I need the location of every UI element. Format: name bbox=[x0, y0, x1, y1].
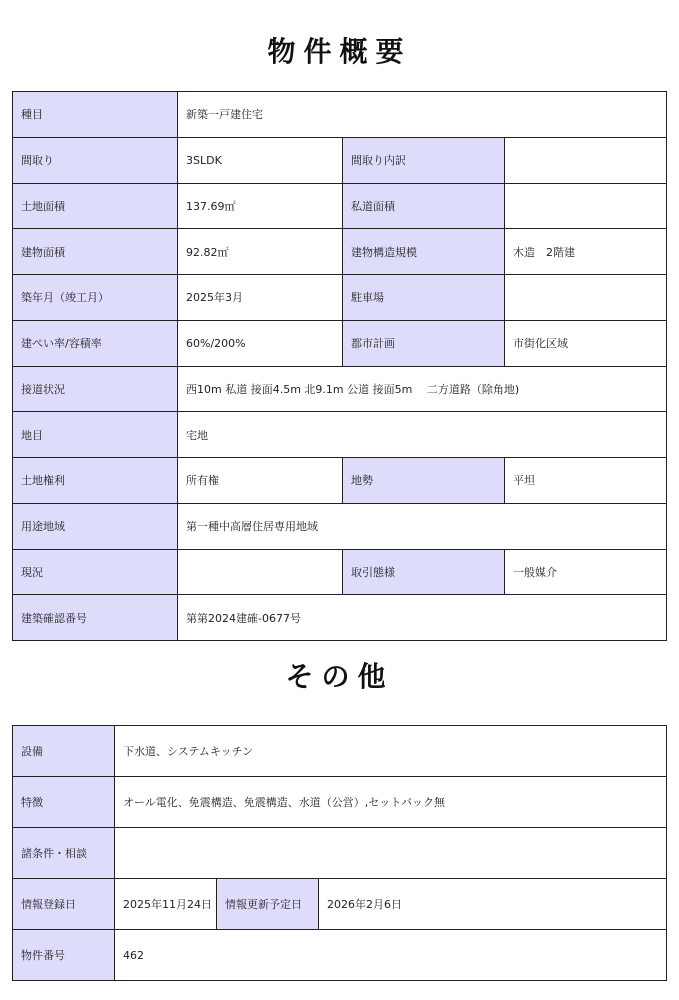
table-row bbox=[13, 229, 667, 275]
table-row bbox=[13, 275, 667, 321]
layout-label: 間取り bbox=[13, 137, 178, 183]
building-area-value: 92.82㎡ bbox=[178, 229, 343, 275]
section-title-other: その他 bbox=[285, 660, 394, 693]
equipment-label: 設備 bbox=[13, 726, 115, 777]
registered-date-label: 情報登録日 bbox=[13, 879, 115, 930]
update-date-label: 情報更新予定日 bbox=[217, 879, 319, 930]
equipment-value: 下水道、システムキッチン bbox=[115, 726, 667, 777]
land-area-value: 137.69㎡ bbox=[178, 183, 343, 229]
features-label: 特徴 bbox=[13, 777, 115, 828]
other-info-table bbox=[12, 725, 667, 981]
road-access-label: 接道状況 bbox=[13, 366, 178, 412]
table-row bbox=[13, 930, 667, 981]
table-row bbox=[13, 137, 667, 183]
table-row bbox=[13, 183, 667, 229]
structure-value: 木造 2階建 bbox=[505, 229, 667, 275]
transaction-type-label: 取引態様 bbox=[343, 549, 505, 595]
land-rights-value: 所有権 bbox=[178, 458, 343, 504]
layout-value: 3SLDK bbox=[178, 137, 343, 183]
built-date-label: 築年月（竣工月） bbox=[13, 275, 178, 321]
current-status-label: 現況 bbox=[13, 549, 178, 595]
building-permit-label: 建築確認番号 bbox=[13, 595, 178, 641]
private-road-area-label: 私道面積 bbox=[343, 183, 505, 229]
city-plan-label: 都市計画 bbox=[343, 320, 505, 366]
terrain-value: 平坦 bbox=[505, 458, 667, 504]
land-rights-label: 土地権利 bbox=[13, 458, 178, 504]
coverage-ratio-value: 60%/200% bbox=[178, 320, 343, 366]
structure-label: 建物構造規模 bbox=[343, 229, 505, 275]
road-access-value: 西10m 私道 接面4.5m 北9.1m 公道 接面5m 二方道路（除角地) bbox=[178, 366, 667, 412]
zoning-value: 第一種中高層住居専用地域 bbox=[178, 503, 667, 549]
table-row bbox=[13, 549, 667, 595]
type-value: 新築一戸建住宅 bbox=[178, 92, 667, 138]
layout-detail-label: 間取り内訳 bbox=[343, 137, 505, 183]
property-number-value: 462 bbox=[115, 930, 667, 981]
table-row bbox=[13, 726, 667, 777]
table-row bbox=[13, 828, 667, 879]
parking-label: 駐車場 bbox=[343, 275, 505, 321]
table-row bbox=[13, 366, 667, 412]
land-category-value: 宅地 bbox=[178, 412, 667, 458]
coverage-ratio-label: 建ぺい率/容積率 bbox=[13, 320, 178, 366]
type-label: 種目 bbox=[13, 92, 178, 138]
property-summary-table bbox=[12, 91, 667, 641]
land-category-label: 地目 bbox=[13, 412, 178, 458]
page-title: 物件概要 bbox=[267, 35, 412, 68]
table-row bbox=[13, 412, 667, 458]
terrain-label: 地勢 bbox=[343, 458, 505, 504]
table-row bbox=[13, 320, 667, 366]
parking-value bbox=[505, 275, 667, 321]
land-area-label: 土地面積 bbox=[13, 183, 178, 229]
features-value: オール電化、免震構造、免震構造、水道（公営）,セットバック無 bbox=[115, 777, 667, 828]
property-number-label: 物件番号 bbox=[13, 930, 115, 981]
table-row bbox=[13, 595, 667, 641]
update-date-value: 2026年2月6日 bbox=[319, 879, 667, 930]
table-row bbox=[13, 458, 667, 504]
registered-date-value: 2025年11月24日 bbox=[115, 879, 217, 930]
current-status-value bbox=[178, 549, 343, 595]
table-row bbox=[13, 879, 667, 930]
table-row bbox=[13, 777, 667, 828]
building-area-label: 建物面積 bbox=[13, 229, 178, 275]
conditions-label: 諸条件・相談 bbox=[13, 828, 115, 879]
transaction-type-value: 一般媒介 bbox=[505, 549, 667, 595]
building-permit-value: 第第2024建確-0677号 bbox=[178, 595, 667, 641]
zoning-label: 用途地域 bbox=[13, 503, 178, 549]
built-date-value: 2025年3月 bbox=[178, 275, 343, 321]
private-road-area-value bbox=[505, 183, 667, 229]
table-row bbox=[13, 92, 667, 138]
conditions-value bbox=[115, 828, 667, 879]
city-plan-value: 市街化区域 bbox=[505, 320, 667, 366]
layout-detail-value bbox=[505, 137, 667, 183]
table-row bbox=[13, 503, 667, 549]
